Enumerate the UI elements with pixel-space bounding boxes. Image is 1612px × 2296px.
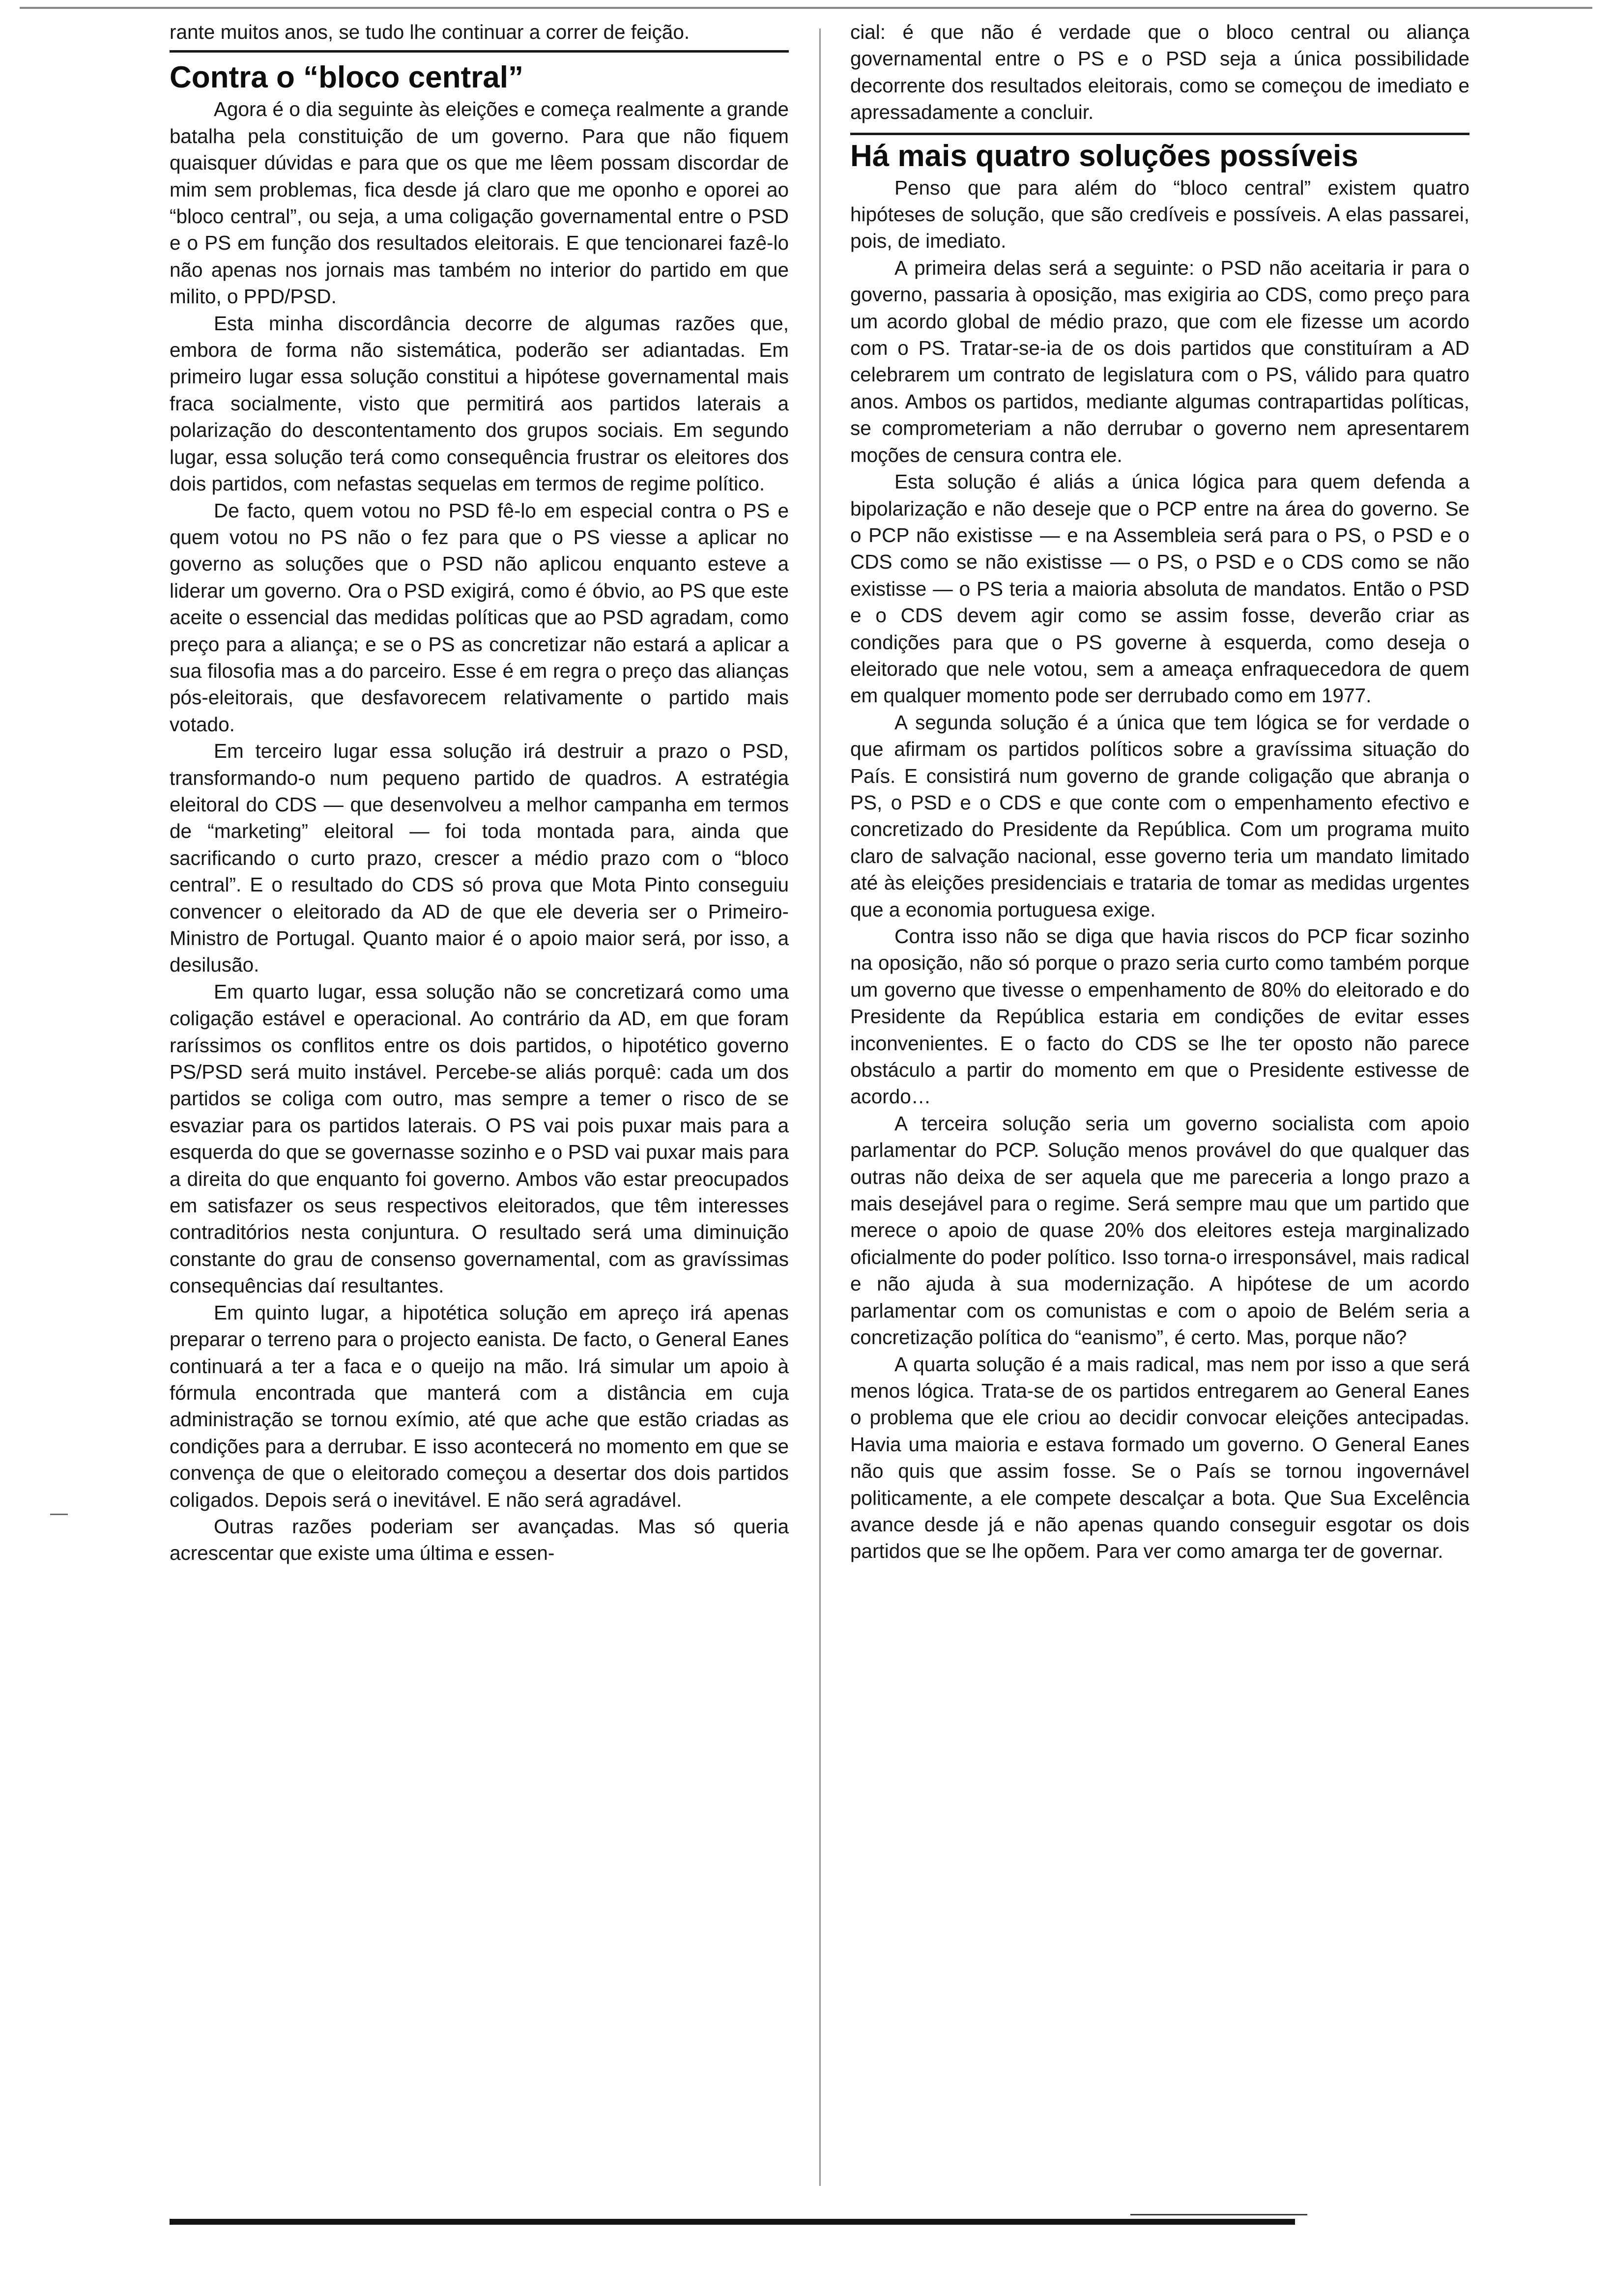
column-divider (819, 29, 821, 2186)
headline-bloco-central: Contra o “bloco central” (170, 50, 789, 96)
right-column (850, 19, 1469, 1565)
bottom-rule (170, 2219, 1295, 2225)
left-column (170, 19, 789, 1567)
article-paragraph: Esta minha discordância decorre de algumas razões que, embora de forma não sistemática, poderão ser adiantadas. Em primeiro lugar essa solução constitui a hipótese governamental mais fraca socialmente, visto que permitirá aos partidos laterais a polarização do descontentamento dos grupos sociais. Em segundo lugar, essa solução terá como consequência frustrar os eleitores dos dois partidos, com nefastas sequelas em termos de regime político. (170, 312, 789, 495)
article-paragraph: A quarta solução é a mais radical, mas nem por isso a que será menos lógica. Trata-se de os partidos entregarem ao General Eanes o problema que ele criou ao decidir convocar eleições antecipadas. Havia uma maioria e estava formado um governo. O General Eanes não quis que assim fosse. Se o País se tornou ingovernável politicamente, a ele compete descalçar a bota. Que Sua Excelência avance desde já e não apenas quando conseguir esgotar os dois partidos que se lhe opõem. Para ver como amarga ter de governar. (850, 1352, 1469, 1563)
article-paragraph: Contra isso não se diga que havia riscos do PCP ficar sozinho na oposição, não só porque o prazo seria curto como também porque um governo que tivesse o empenhamento de 80% do eleitorado e do Presidente da República estaria em condições de evitar esses inconvenientes. E o facto do CDS se lhe ter oposto não parece obstáculo a partir do momento em que o Presidente estivesse de acordo… (850, 925, 1469, 1108)
right-lead-paragraph: cial: é que não é verdade que o bloco central ou aliança governamental entre o PS e o PSD seja a única possibilidade decorrente dos resultados eleitorais, como se começou de imediato e apressadamente a concluir. (850, 21, 1469, 124)
left-lead-paragraph: rante muitos anos, se tudo lhe continuar a correr de feição. (170, 21, 690, 43)
article-paragraph: A terceira solução seria um governo socialista com apoio parlamentar do PCP. Solução menos provável do que qualquer das outras não deixa de ser aquela que me pareceria a longo prazo a mais desejável para o regime. Será sempre mau que um partido que merece o apoio de quase 20% dos eleitores esteja marginalizado oficialmente do poder político. Isso torna-o irresponsável, mais radical e não ajuda à sua modernização. A hipótese de um acordo parlamentar com os comunistas e com o apoio de Belém seria a concretização política do “eanismo”, é certo. Mas, porque não? (850, 1112, 1469, 1349)
margin-mark (50, 1514, 68, 1515)
article-paragraph: Em terceiro lugar essa solução irá destruir a prazo o PSD, transformando-o num pequeno partido de quadros. A estratégia eleitoral do CDS — que desenvolveu a melhor campanha em termos de “marketing” eleitoral — foi toda montada para, ainda que sacrificando o curto prazo, crescer a médio prazo com o “bloco central”. E o resultado do CDS só prova que Mota Pinto conseguiu convencer o eleitorado da AD de que ele deveria ser o Primeiro-Ministro de Portugal. Quanto maior é o apoio maior será, por isso, a desilusão. (170, 740, 789, 976)
article-paragraph: A segunda solução é a única que tem lógica se for verdade o que afirmam os partidos políticos sobre a gravíssima situação do País. E consistirá num governo de grande coligação que abranja o PS, o PSD e o CDS e que conte com o empenhamento efectivo e concretizado do Presidente da República. Com um programa muito claro de salvação nacional, esse governo teria um mandato limitado até às eleições presidenciais e trataria de tomar as medidas urgentes que a economia portuguesa exige. (850, 711, 1469, 921)
article-paragraph: Outras razões poderiam ser avançadas. Mas só queria acrescentar que existe uma última e essen- (170, 1515, 789, 1565)
top-rule (20, 7, 1592, 9)
headline-quatro-solucoes: Há mais quatro soluções possíveis (850, 133, 1469, 174)
article-paragraph: Em quarto lugar, essa solução não se concretizará como uma coligação estável e operacional. Ao contrário da AD, em que foram raríssimos os conflitos entre os dois partidos, o hipotético governo PS/PSD será muito instável. Percebe-se aliás porquê: cada um dos partidos se coliga com outro, mas sempre a temer o risco de se esvaziar para os partidos laterais. O PS vai pois puxar mais para a esquerda do que se governasse sozinho e o PSD vai puxar mais para a direita do que enquanto foi governo. Ambos vão estar preocupados em satisfazer os seus respectivos eleitorados, que têm interesses contraditórios nesta conjuntura. O resultado será uma diminuição constante do grau de consenso governamental, com as gravíssimas consequências daí resultantes. (170, 980, 789, 1297)
article-paragraph: Penso que para além do “bloco central” existem quatro hipóteses de solução, que são credíveis e possíveis. A elas passarei, pois, de imediato. (850, 176, 1469, 253)
article-paragraph: Em quinto lugar, a hipotética solução em apreço irá apenas preparar o terreno para o projecto eanista. De facto, o General Eanes continuará a ter a faca e o queijo na mão. Irá simular um apoio à fórmula encontrada que manterá com a distância em cuja administração se tornou exímio, até que ache que estão criadas as condições para a derrubar. E isso acontecerá no momento em que se convença de que o eleitorado começou a desertar dos dois partidos coligados. Depois será o inevitável. E não será agradável. (170, 1301, 789, 1511)
article-paragraph: Agora é o dia seguinte às eleições e começa realmente a grande batalha pela constituição de um governo. Para que não fiquem quaisquer dúvidas e para que os que me lêem possam discordar de mim sem problemas, fica desde já claro que me oponho e oporei ao “bloco central”, ou seja, a uma coligação governamental entre o PSD e o PS em função dos resultados eleitorais. E que tencionarei fazê-lo não apenas nos jornais mas também no interior do partido em que milito, o PPD/PSD. (170, 98, 789, 308)
article-paragraph: Esta solução é aliás a única lógica para quem defenda a bipolarização e não deseje que o PCP entre na área do governo. Se o PCP não existisse — e na Assembleia será para o PS, o PSD e o CDS como se não existisse — o PS, o PSD e o CDS como se não existisse — o PS teria a maioria absoluta de mandatos. Então o PSD e o CDS devem agir como se assim fosse, deverão criar as condições para que o PS governe à esquerda, como deseja o eleitorado que nele votou, sem a ameaça enfraquecedora de quem em qualquer momento pode ser derrubado como em 1977. (850, 470, 1469, 707)
bottom-rule-thin (1130, 2214, 1307, 2215)
article-paragraph: A primeira delas será a seguinte: o PSD não aceitaria ir para o governo, passaria à oposição, mas exigiria ao CDS, como preço para um acordo global de médio prazo, que com ele fizesse um acordo com o PS. Tratar-se-ia de os dois partidos que constituíram a AD celebrarem um contrato de legislatura com o PS, válido para quatro anos. Ambos os partidos, mediante algumas contrapartidas políticas, se comprometeriam a não derrubar o governo nem apresentarem moções de censura contra ele. (850, 256, 1469, 466)
article-paragraph: De facto, quem votou no PSD fê-lo em especial contra o PS e quem votou no PS não o fez para que o PS viesse a aplicar no governo as soluções que o PSD não aplicou enquanto esteve a liderar um governo. Ora o PSD exigirá, como é óbvio, ao PS que este aceite o essencial das medidas políticas que ao PSD agradam, como preço para a aliança; e se o PS as concretizar não estará a aplicar a sua filosofia mas a do parceiro. Esse é em regra o preço das alianças pós-eleitorais, que desfavorecem relativamente o partido mais votado. (170, 499, 789, 736)
